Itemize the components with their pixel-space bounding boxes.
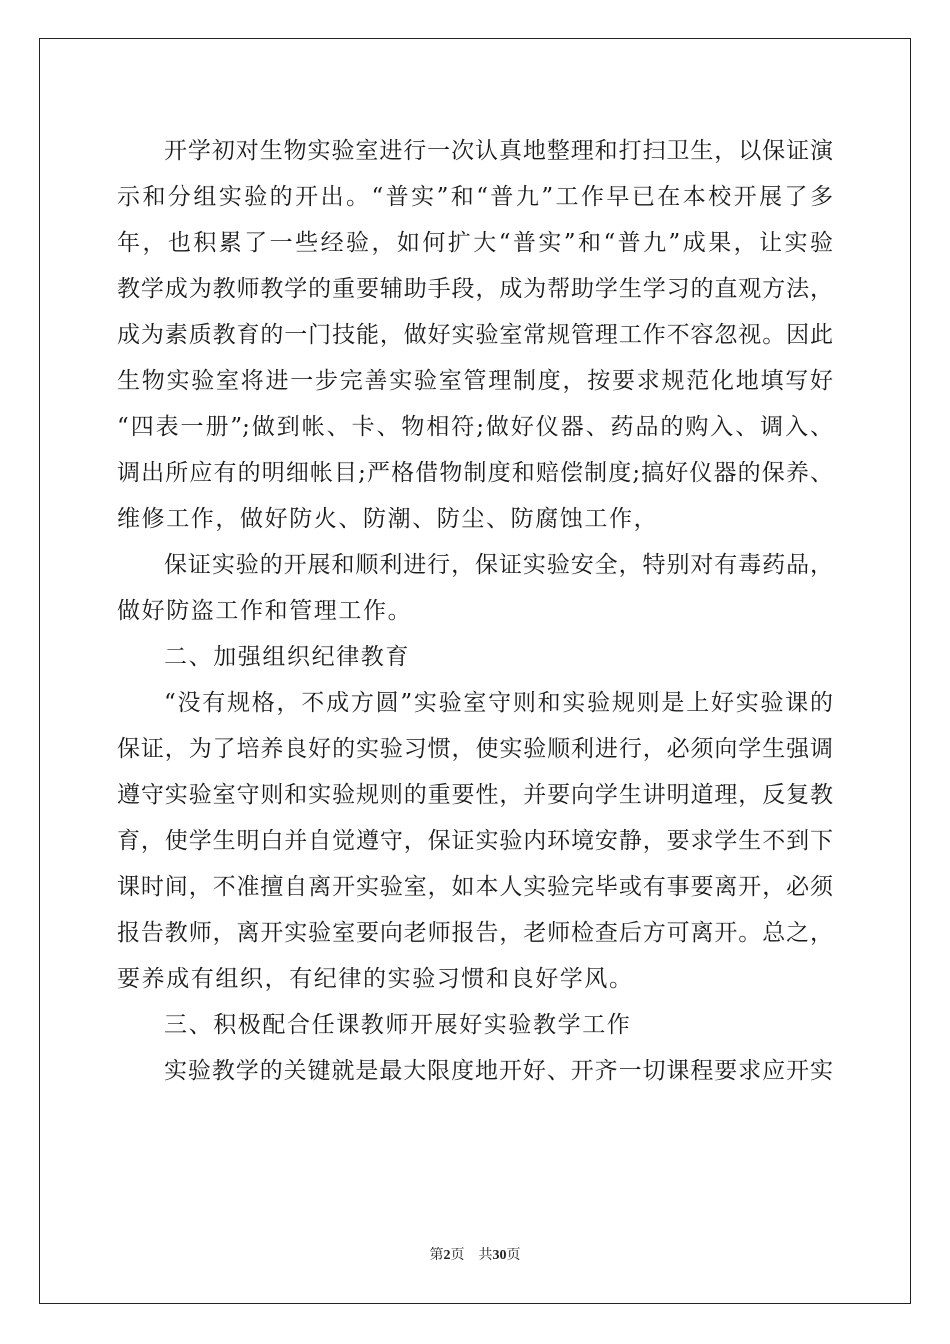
paragraph-line: 维修工作，做好防火、防潮、防尘、防腐蚀工作，	[117, 506, 659, 532]
paragraph-line: 育，使学生明白并自觉遵守，保证实验内环境安静，要求学生不到下	[117, 828, 833, 854]
paragraph-line: “四表一册”;做到帐、卡、物相符;做好仪器、药品的购入、调入、	[117, 414, 833, 440]
paragraph-line: 成为素质教育的一门技能，做好实验室常规管理工作不容忽视。因此	[117, 322, 833, 348]
paragraph-line: 实验教学的关键就是最大限度地开好、开齐一切课程要求应开实	[164, 1058, 833, 1084]
paragraph-line: 要养成有组织，有纪律的实验习惯和良好学风。	[117, 966, 634, 992]
paragraph-line: 课时间，不准擅自离开实验室，如本人实验完毕或有事要离开，必须	[117, 874, 833, 900]
paragraph-line: 示和分组实验的开出。“普实”和“普九”工作早已在本校开展了多	[117, 184, 833, 210]
total-page-number: 30	[492, 1248, 507, 1263]
paragraph-line: 保证，为了培养良好的实验习惯，使实验顺利进行，必须向学生强调	[117, 736, 833, 762]
paragraph-line: 遵守实验室守则和实验规则的重要性，并要向学生讲明道理，反复教	[117, 782, 833, 808]
paragraph-line: 开学初对生物实验室进行一次认真地整理和打扫卫生，以保证演	[164, 138, 833, 164]
paragraph-line: 年，也积累了一些经验，如何扩大“普实”和“普九”成果，让实验	[117, 230, 833, 256]
paragraph-line: 调出所应有的明细帐目;严格借物制度和赔偿制度;搞好仪器的保养、	[117, 460, 833, 486]
section-heading: 二、加强组织纪律教育	[164, 644, 410, 670]
total-prefix: 共	[478, 1247, 493, 1263]
paragraph-line: “没有规格，不成方圆”实验室守则和实验规则是上好实验课的	[164, 690, 833, 716]
paragraph-line: 保证实验的开展和顺利进行，保证实验安全，特别对有毒药品，	[164, 552, 833, 578]
paragraph-line: 报告教师，离开实验室要向老师报告，老师检查后方可离开。总之，	[117, 920, 833, 946]
paragraph-line: 生物实验室将进一步完善实验室管理制度，按要求规范化地填写好	[117, 368, 833, 394]
paragraph-line: 教学成为教师教学的重要辅助手段，成为帮助学生学习的直观方法，	[117, 276, 833, 302]
page-unit: 页	[450, 1247, 465, 1263]
page-footer	[0, 1245, 950, 1266]
current-page-number: 2	[443, 1248, 451, 1263]
paragraph-line: 做好防盗工作和管理工作。	[117, 598, 413, 624]
section-heading: 三、积极配合任课教师开展好实验教学工作	[164, 1012, 632, 1038]
document-body	[117, 128, 833, 1094]
total-unit: 页	[506, 1247, 521, 1263]
page-prefix: 第	[429, 1247, 444, 1263]
